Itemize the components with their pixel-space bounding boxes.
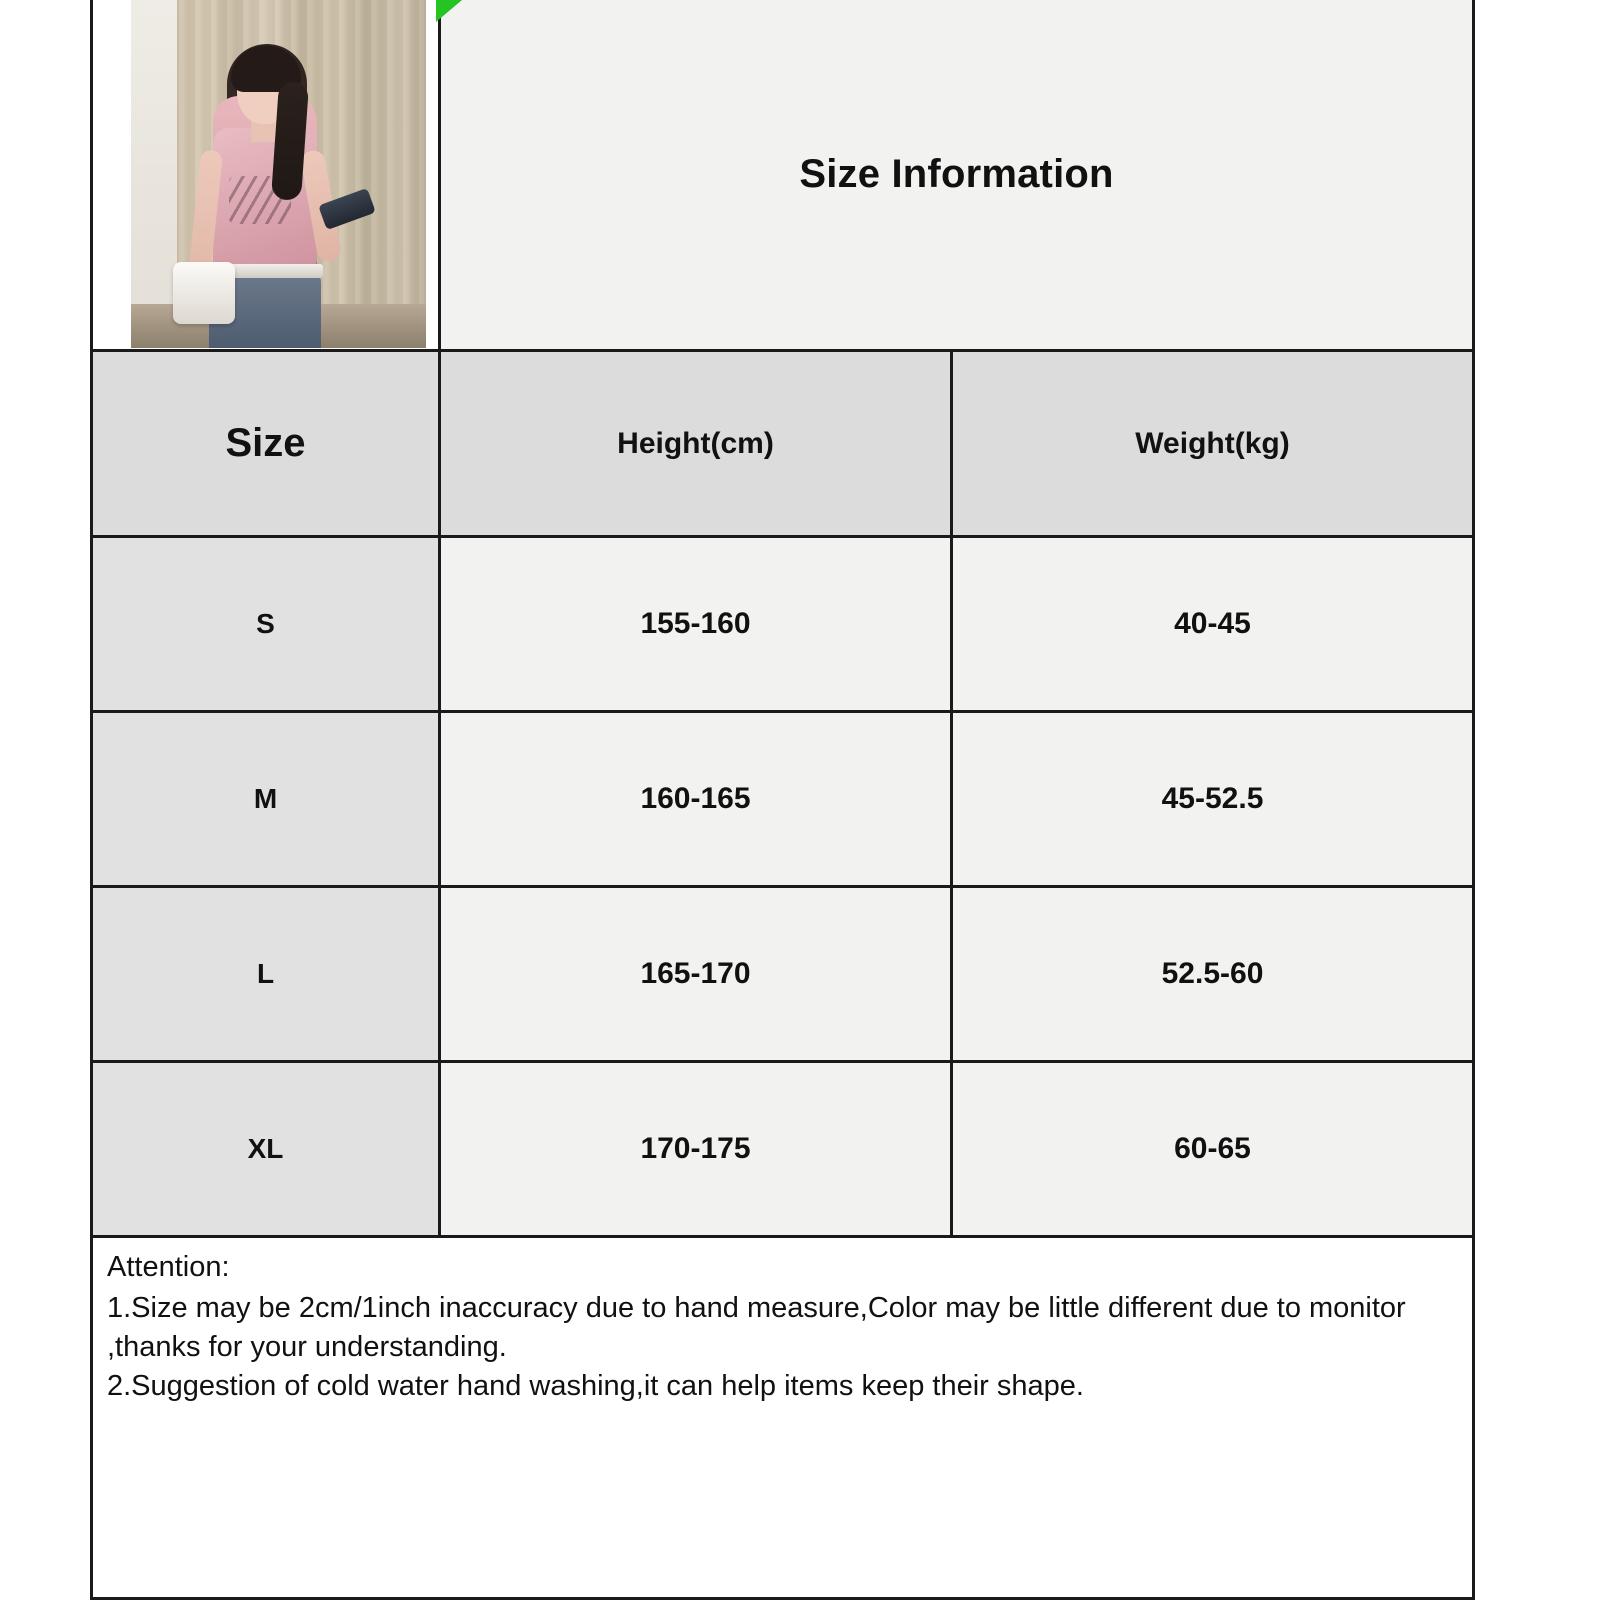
model-photo (131, 0, 426, 348)
cell-height: 155-160 (441, 538, 953, 710)
cell-height: 160-165 (441, 713, 953, 885)
table-row (93, 713, 1472, 888)
size-information-table (90, 0, 1475, 1600)
table-row (93, 888, 1472, 1063)
cell-weight: 40-45 (953, 538, 1472, 710)
attention-heading: Attention: (107, 1251, 230, 1283)
attention-notes (93, 1238, 1472, 1597)
cell-weight: 52.5-60 (953, 888, 1472, 1060)
table-header-row (93, 0, 1472, 352)
photo-wall-left (131, 0, 177, 348)
table-row (93, 538, 1472, 713)
cell-weight: 45-52.5 (953, 713, 1472, 885)
column-header-size: Size (93, 352, 441, 535)
model-photo-cell (93, 0, 441, 349)
cell-size: L (93, 888, 441, 1060)
cell-weight: 60-65 (953, 1063, 1472, 1235)
cell-size: M (93, 713, 441, 885)
cell-size: S (93, 538, 441, 710)
attention-line-1: 1.Size may be 2cm/1inch inaccuracy due to hand measure,Color may be little different due to monitor ,thanks for your understanding. (107, 1291, 1406, 1363)
attention-line-2: 2.Suggestion of cold water hand washing,it can help items keep their shape. (107, 1369, 1084, 1402)
cell-size: XL (93, 1063, 441, 1235)
photo-model-handbag (173, 262, 235, 324)
column-header-weight: Weight(kg) (953, 352, 1472, 535)
cell-height: 170-175 (441, 1063, 953, 1235)
page-title: Size Information (799, 152, 1114, 196)
table-row (93, 1063, 1472, 1238)
title-cell (441, 0, 1472, 349)
column-header-height: Height(cm) (441, 352, 953, 535)
cell-height: 165-170 (441, 888, 953, 1060)
column-header-row (93, 352, 1472, 538)
